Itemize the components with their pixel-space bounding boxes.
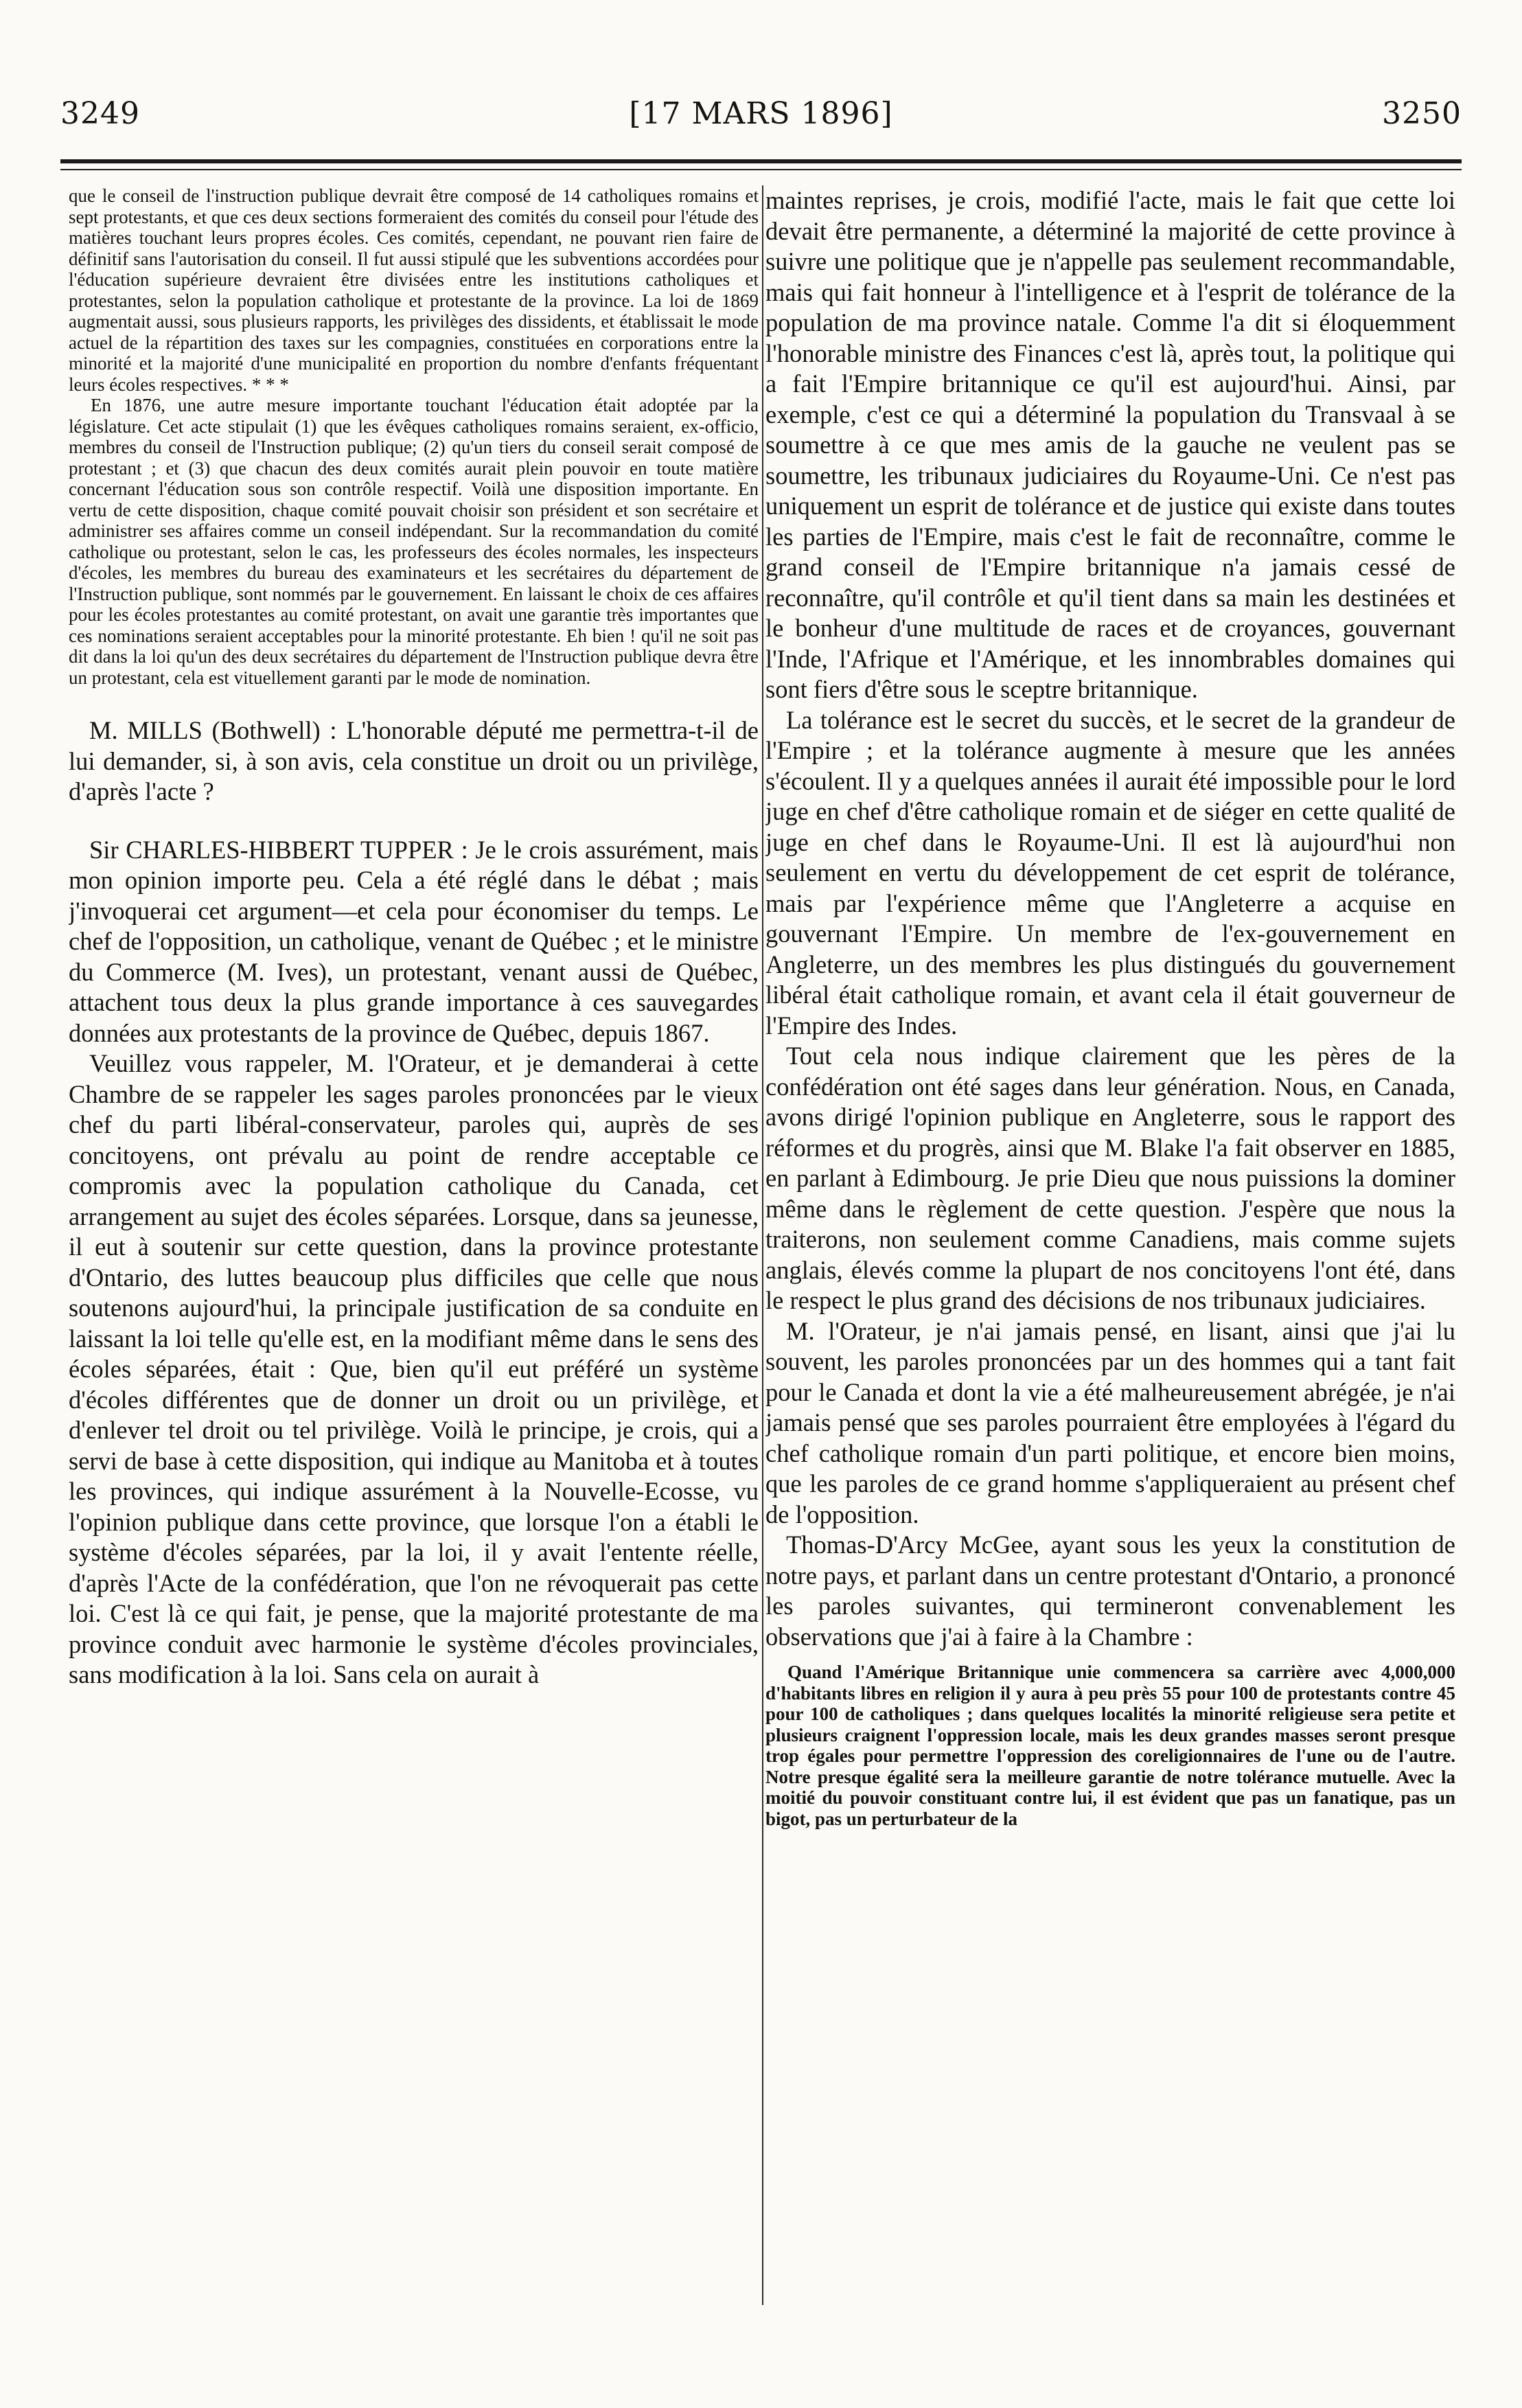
left-paragraph-1: que le conseil de l'instruction publique devrait être composé de 14 catholiques romains et sept protestants, et que ces deux sections formeraient des comités du conseil pour l'étude des matières touchant leurs propres écoles. Ces comités, cependant, ne pouvant rien faire de définitif sans l'autorisation du conseil. Il fut aussi stipulé que les subventions accordées pour l'éducation supérieure devraient être divisées entre les institutions catholiques et protestantes, selon la population catholique et protestante de la province. La loi de 1869 augmentait aussi, sous plusieurs rapports, les privilèges des dissidents, et établissait le mode actuel de la répartition des taxes sur les compagnies, constituées en corporations entre la minorité et la majorité d'une municipalité en proportion du nombre d'enfants fréquentant leurs écoles respectives. * * * [69, 185, 759, 395]
page-header [60, 96, 1462, 144]
right-paragraph-2: La tolérance est le secret du succès, et le secret de la grandeur de l'Empire ; et la tolérance augmente à mesure que les années s'écoulent. Il y a quelques années il aurait été impossible pour le lord juge en chef d'être catholique romain et de siéger en cette qualité de juge en chef dans le Royaume-Uni. Il est là aujourd'hui non seulement en vertu du développement de cet esprit de tolérance, mais par l'expérience même que l'Angleterre a acquise en gouvernant l'Empire. Un membre de l'ex-gouvernement en Angleterre, un des membres les plus distingués du gouvernement libéral était catholique romain, et avant cela il était gouverneur de l'Empire des Indes. [765, 705, 1455, 1040]
page-number-left: 3249 [60, 96, 140, 131]
column-divider [762, 185, 763, 2305]
left-paragraph-mills: M. MILLS (Bothwell) : L'honorable député me permettra-t-il de lui demander, si, à son avis, cela constitue un droit ou un privilège, d'après l'acte ? [69, 716, 759, 805]
left-column [69, 185, 759, 2305]
right-paragraph-5: Thomas-D'Arcy McGee, ayant sous les yeux la constitution de notre pays, et parlant dans un centre protestant d'Ontario, a prononcé les paroles suivantes, qui termineront convenablement les observations que j'ai à faire à la Chambre : [765, 1530, 1455, 1651]
right-quotation: Quand l'Amérique Britannique unie commencera sa carrière avec 4,000,000 d'habitants libres en religion il y aura à peu près 55 pour 100 de protestants contre 45 pour 100 de catholiques ; dans quelques localités la minorité religieuse sera petite et plusieurs craignent l'oppression locale, mais les deux grandes masses seront presque trop égales pour permettre l'oppression des coreligionnaires de l'une ou de l'autre. Notre presque égalité sera la meilleure garantie de notre tolérance mutuelle. Avec la moitié du pouvoir constituant contre lui, il est évident que pas un fanatique, pas un bigot, pas un perturbateur de la [765, 1662, 1455, 1829]
right-paragraph-3: Tout cela nous indique clairement que les pères de la confédération ont été sages dans leur génération. Nous, en Canada, avons dirigé l'opinion publique en Angleterre, sous le rapport des réformes et du progrès, ainsi que M. Blake l'a fait observer en 1885, en parlant à Edimbourg. Je prie Dieu que nous puissions la dominer même dans le règlement de cette question. J'espère que nous la traiterons, non seulement comme Canadiens, mais comme sujets anglais, élevés comme la plupart de nos concitoyens l'ont été, dans le respect le plus grand des décisions de nos tribunaux judiciaires. [765, 1042, 1455, 1314]
left-paragraph-tupper: Sir CHARLES-HIBBERT TUPPER : Je le crois assurément, mais mon opinion importe peu. Cela a été réglé dans le débat ; mais j'invoquerai cet argument—et cela pour économiser du temps. Le chef de l'opposition, un catholique, venant de Québec ; et le ministre du Commerce (M. Ives), un protestant, venant aussi de Québec, attachent tous deux la plus grande importance à ces sauvegardes données aux protestants de la province de Québec, depuis 1867. [69, 835, 759, 1047]
header-rule-thin [60, 169, 1462, 170]
left-paragraph-2: En 1876, une autre mesure importante touchant l'éducation était adoptée par la législature. Cet acte stipulait (1) que les évêques catholiques romains seraient, ex-officio, membres du conseil de l'Instruction publique; (2) qu'un tiers du conseil serait composé de protestant ; et (3) que chacun des deux comités aurait plein pouvoir en toute matière concernant l'éducation sous son contrôle respectif. Voilà une disposition importante. En vertu de cette disposition, chaque comité pouvait choisir son président et son secrétaire et administrer ses affaires comme un conseil indépendant. Sur la recommandation du comité catholique ou protestant, selon le cas, les professeurs des écoles normales, les inspecteurs d'écoles, les membres du bureau des examinateurs et les secrétaires du département de l'Instruction publique, sont nommés par le gouvernement. En laissant le choix de ces affaires pour les écoles protestantes au comité protestant, on avait une garantie très importantes que ces nominations seraient acceptables pour la minorité protestante. Eh bien ! qu'il ne soit pas dit dans la loi qu'un des deux secrétaires du département de l'Instruction publique devra être un protestant, cela est vituellement garanti par le mode de nomination. [69, 395, 759, 688]
right-paragraph-4: M. l'Orateur, je n'ai jamais pensé, en lisant, ainsi que j'ai lu souvent, les paroles prononcées par un des hommes qui a tant fait pour le Canada et dont la vie a été malheureusement abrégée, je n'ai jamais pensé que ses paroles pourraient être employées à l'égard du chef catholique romain d'un parti politique, et encore bien moins, que les paroles de ce grand homme s'appliqueraient au présent chef de l'opposition. [765, 1316, 1455, 1528]
right-column [765, 185, 1455, 2305]
header-rule-thick [60, 159, 1462, 163]
right-paragraph-1: maintes reprises, je crois, modifié l'acte, mais le fait que cette loi devait être permanente, a déterminé la majorité de cette province à suivre une politique que je n'appelle pas seulement recommandable, mais qui fait honneur à l'intelligence et à l'esprit de tolérance de la population de ma province natale. Comme l'a dit si éloquemment l'honorable ministre des Finances c'est là, après tout, la politique qui a fait l'Empire britannique ce qu'il est aujourd'hui. Ainsi, par exemple, c'est ce qui a déterminé la population du Transvaal à se soumettre à ce que mes amis de la gauche ne veulent pas se soumettre, les tribunaux judiciaires du Royaume-Uni. Ce n'est pas uniquement un esprit de tolérance et de justice qui existe dans toutes les parties de l'Empire, mais c'est le fait de reconnaître, comme le grand conseil de l'Empire britannique n'a jamais cessé de reconnaître, qu'il contrôle et qu'il tient dans sa main les destinées et le bonheur d'une multitude de races et de croyances, gouvernant l'Inde, l'Afrique et l'Amérique, et les innombrables domaines qui sont fiers d'être sous le sceptre britannique. [765, 186, 1455, 703]
page-number-right: 3250 [1382, 96, 1462, 131]
header-date: [17 MARS 1896] [629, 96, 893, 131]
left-paragraph-5: Veuillez vous rappeler, M. l'Orateur, et je demanderai à cette Chambre de se rappeler les sages paroles prononcées par le vieux chef du parti libéral-conservateur, paroles qui, auprès de ses concitoyens, ont prévalu au point de rendre acceptable ce compromis avec la population catholique du Canada, cet arrangement au sujet des écoles séparées. Lorsque, dans sa jeunesse, il eut à soutenir sur cette question, dans la province protestante d'Ontario, des luttes beaucoup plus difficiles que celle que nous soutenons aujourd'hui, la principale justification de sa conduite en laissant la loi telle qu'elle est, en la modifiant même dans le sens des écoles séparées, était : Que, bien qu'il eut préféré un système d'écoles différentes que de donner un droit ou un privilège, et d'enlever tel droit ou tel privilège. Voilà le principe, je crois, qui a servi de base à cette disposition, qui indique au Manitoba et à toutes les provinces, qui indique assurément à la Nouvelle-Ecosse, vu l'opinion publique dans cette province, que lorsque l'on a établi le système d'écoles séparées, par la loi, il y avait l'entente réelle, d'après l'Acte de la confédération, que l'on ne révoquerait pas cette loi. C'est là ce qui fait, je pense, que la majorité protestante de ma province conduit avec harmonie le système d'écoles provinciales, sans modification à la loi. Sans cela on aurait à [69, 1049, 759, 1688]
